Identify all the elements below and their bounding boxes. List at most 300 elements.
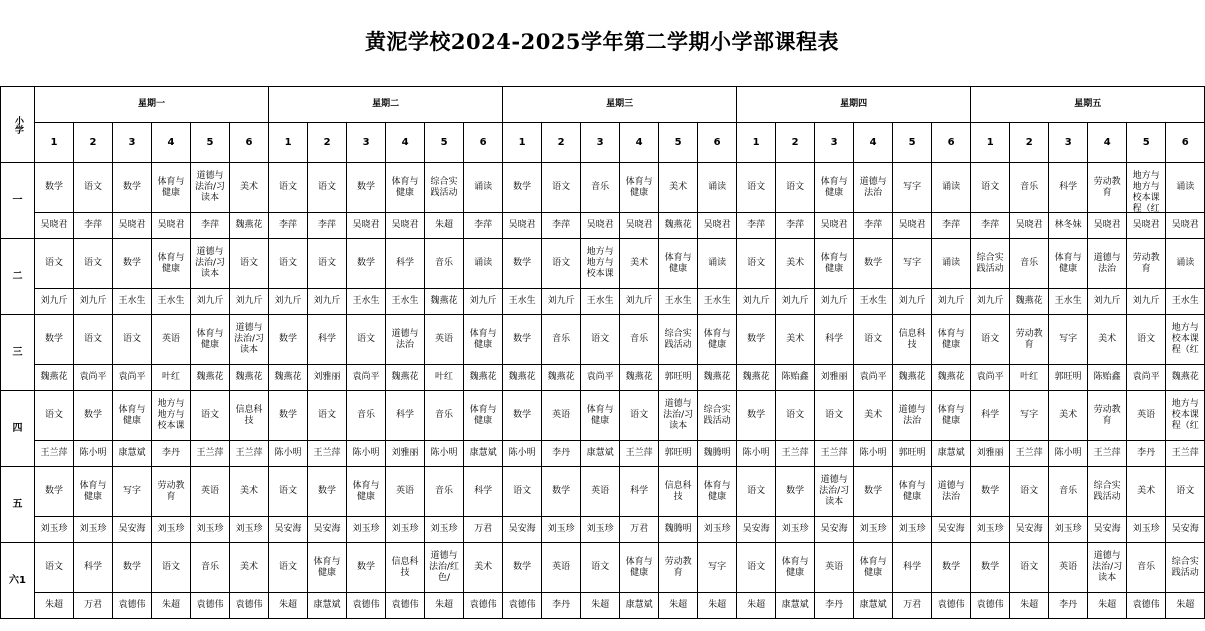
grade-label-text: 一: [12, 195, 23, 206]
teacher-cell-text: 刘九斤: [976, 296, 1004, 306]
teacher-cell-text: 刘玉珍: [703, 524, 731, 534]
subject-cell: [35, 543, 74, 593]
teacher-cell: [1127, 289, 1166, 315]
teacher-cell-text: 袁尚平: [1132, 372, 1160, 382]
subject-cell-text: 美术: [864, 410, 883, 420]
period-number: [74, 123, 113, 163]
teacher-cell: [464, 441, 503, 467]
teacher-cell: [35, 517, 74, 543]
subject-cell: [620, 239, 659, 289]
subject-cell: [1166, 467, 1205, 517]
subject-cell: [152, 239, 191, 289]
grade-label: [1, 543, 35, 619]
subject-cell: [581, 239, 620, 289]
teacher-cell: [386, 517, 425, 543]
subject-cell: [1127, 543, 1166, 593]
teacher-cell: [269, 213, 308, 239]
teacher-cell: [1166, 289, 1205, 315]
period-number-text: 4: [869, 137, 877, 148]
subject-cell: [269, 163, 308, 213]
teacher-cell-text: 朱超: [435, 600, 454, 610]
subject-cell: [464, 543, 503, 593]
subject-cell-text: 综合实践活动: [1171, 556, 1199, 578]
subject-row: [1, 467, 1205, 517]
teacher-cell: [620, 289, 659, 315]
teacher-cell: [1088, 213, 1127, 239]
teacher-cell-text: 郭旺明: [1054, 372, 1082, 382]
subject-cell-text: 语文: [318, 410, 337, 420]
subject-cell-text: 写字: [122, 486, 141, 496]
subject-cell: [737, 467, 776, 517]
teacher-cell: [698, 441, 737, 467]
subject-cell-text: 科学: [318, 334, 337, 344]
subject-cell-text: 科学: [981, 410, 1000, 420]
teacher-row: [1, 213, 1205, 239]
teacher-cell-text: 刘九斤: [313, 296, 341, 306]
subject-cell: [269, 315, 308, 365]
subject-cell: [347, 391, 386, 441]
subject-cell: [113, 543, 152, 593]
subject-cell: [815, 163, 854, 213]
day-header-text: 星期二: [372, 99, 400, 109]
teacher-cell-text: 王水生: [586, 296, 614, 306]
period-number-text: 5: [206, 137, 214, 148]
teacher-cell: [503, 289, 542, 315]
subject-cell-text: 写字: [903, 182, 922, 192]
period-number-text: 3: [128, 137, 136, 148]
teacher-cell: [503, 593, 542, 619]
subject-cell-text: 数学: [279, 410, 298, 420]
subject-cell-text: 科学: [630, 486, 649, 496]
subject-cell-text: 数学: [83, 410, 102, 420]
subject-cell-text: 语文: [44, 410, 63, 420]
subject-cell: [74, 239, 113, 289]
subject-cell-text: 体育与健康: [469, 328, 497, 350]
teacher-cell-text: 陈小明: [1054, 448, 1082, 458]
subject-cell-text: 美术: [786, 334, 805, 344]
period-number-text: 4: [401, 137, 409, 148]
teacher-cell: [113, 365, 152, 391]
subject-cell: [230, 543, 269, 593]
subject-cell-text: 信息科技: [664, 480, 692, 502]
teacher-cell-text: 陈小明: [742, 448, 770, 458]
teacher-cell-text: 叶红: [1020, 372, 1039, 382]
teacher-cell: [35, 441, 74, 467]
teacher-cell-text: 吴安海: [937, 524, 965, 534]
subject-cell-text: 英语: [1137, 410, 1156, 420]
subject-cell: [308, 391, 347, 441]
subject-cell-text: 英语: [825, 562, 844, 572]
schedule-table: [0, 86, 1205, 619]
subject-cell: [152, 163, 191, 213]
teacher-cell-text: 刘玉珍: [547, 524, 575, 534]
teacher-cell-text: 康慧斌: [781, 600, 809, 610]
period-number: [386, 123, 425, 163]
teacher-cell-text: 康慧斌: [469, 448, 497, 458]
subject-cell: [1127, 239, 1166, 289]
teacher-cell: [1049, 517, 1088, 543]
teacher-cell-text: 李丹: [1137, 448, 1156, 458]
subject-cell-text: 音乐: [630, 334, 649, 344]
teacher-cell: [35, 593, 74, 619]
subject-cell: [698, 543, 737, 593]
teacher-cell-text: 康慧斌: [118, 448, 146, 458]
subject-cell: [347, 315, 386, 365]
subject-cell: [113, 467, 152, 517]
subject-cell: [698, 163, 737, 213]
subject-cell-text: 道德与法治/习读本: [234, 323, 265, 355]
subject-cell-text: 英语: [552, 562, 571, 572]
subject-cell-text: 道德与法治: [898, 404, 926, 426]
grade-label-text: 二: [12, 271, 23, 282]
teacher-cell: [893, 365, 932, 391]
teacher-cell: [971, 365, 1010, 391]
subject-cell: [737, 391, 776, 441]
period-number-text: 6: [479, 137, 487, 148]
subject-cell-text: 科学: [396, 410, 415, 420]
corner-label: [1, 87, 35, 163]
teacher-cell: [1010, 365, 1049, 391]
teacher-cell-text: 袁德伟: [976, 600, 1004, 610]
teacher-cell: [854, 593, 893, 619]
subject-cell-text: 劳动教育: [1093, 404, 1121, 426]
teacher-cell: [776, 441, 815, 467]
teacher-cell-text: 魏燕花: [235, 372, 263, 382]
period-number-text: 2: [791, 137, 799, 148]
day-header-text: 星期五: [1074, 99, 1102, 109]
subject-cell: [425, 239, 464, 289]
subject-cell-text: 语文: [1020, 562, 1039, 572]
period-number-text: 6: [1181, 137, 1189, 148]
subject-cell: [542, 163, 581, 213]
teacher-cell: [269, 593, 308, 619]
subject-cell-text: 英语: [200, 486, 219, 496]
teacher-cell-text: 袁德伟: [235, 600, 263, 610]
teacher-cell: [1127, 441, 1166, 467]
subject-cell: [308, 239, 347, 289]
teacher-cell-text: 万君: [474, 524, 493, 534]
grade-label: [1, 315, 35, 391]
teacher-cell: [425, 517, 464, 543]
teacher-cell: [152, 365, 191, 391]
grade-label-text: 六1: [9, 575, 26, 586]
teacher-cell-text: 吴晓君: [1171, 220, 1199, 230]
period-number: [659, 123, 698, 163]
subject-cell-text: 写字: [903, 258, 922, 268]
subject-cell-text: 数学: [513, 182, 532, 192]
teacher-cell-text: 吴安海: [1093, 524, 1121, 534]
subject-cell-text: 体育与健康: [391, 176, 419, 198]
subject-cell-text: 语文: [318, 182, 337, 192]
teacher-cell: [425, 289, 464, 315]
subject-cell-text: 数学: [864, 258, 883, 268]
teacher-cell-text: 朱超: [1098, 600, 1117, 610]
subject-cell-text: 数学: [747, 334, 766, 344]
teacher-cell: [74, 365, 113, 391]
teacher-cell-text: 王兰萍: [196, 448, 224, 458]
teacher-cell-text: 刘玉珍: [430, 524, 458, 534]
teacher-cell-text: 李萍: [864, 220, 883, 230]
subject-cell: [1166, 239, 1205, 289]
teacher-cell: [191, 365, 230, 391]
teacher-cell: [971, 289, 1010, 315]
subject-cell: [386, 239, 425, 289]
teacher-cell: [1010, 593, 1049, 619]
teacher-cell: [1127, 365, 1166, 391]
teacher-cell: [425, 593, 464, 619]
subject-cell-text: 语文: [513, 486, 532, 496]
subject-cell-text: 体育与健康: [820, 252, 848, 274]
teacher-cell-text: 袁尚平: [976, 372, 1004, 382]
period-number: [737, 123, 776, 163]
subject-cell-text: 语文: [83, 334, 102, 344]
subject-cell-text: 美术: [669, 182, 688, 192]
subject-cell: [386, 467, 425, 517]
teacher-cell: [347, 593, 386, 619]
subject-cell-text: 英语: [435, 334, 454, 344]
teacher-cell: [893, 289, 932, 315]
subject-cell-text: 道德与法治/习读本: [194, 247, 226, 279]
subject-cell-text: 体育与健康: [898, 480, 926, 502]
subject-cell: [74, 315, 113, 365]
subject-row: [1, 391, 1205, 441]
subject-cell-text: 科学: [474, 486, 493, 496]
teacher-cell-text: 袁德伟: [391, 600, 419, 610]
subject-cell-text: 劳动教育: [1093, 176, 1121, 198]
subject-cell: [269, 239, 308, 289]
subject-cell: [308, 163, 347, 213]
subject-row: [1, 543, 1205, 593]
period-number-text: 1: [752, 137, 760, 148]
day-header: [269, 87, 503, 123]
teacher-cell-text: 魏燕花: [430, 296, 458, 306]
teacher-row: [1, 593, 1205, 619]
teacher-cell-text: 袁德伟: [196, 600, 224, 610]
teacher-cell: [1166, 365, 1205, 391]
teacher-cell: [74, 517, 113, 543]
subject-cell-text: 写字: [1020, 410, 1039, 420]
subject-cell: [620, 467, 659, 517]
subject-cell-text: 语文: [318, 258, 337, 268]
teacher-cell: [698, 289, 737, 315]
teacher-cell-text: 刘雅丽: [820, 372, 848, 382]
period-number: [776, 123, 815, 163]
subject-cell: [659, 163, 698, 213]
subject-cell: [893, 467, 932, 517]
teacher-cell: [581, 289, 620, 315]
teacher-cell: [698, 517, 737, 543]
teacher-cell: [1010, 289, 1049, 315]
teacher-cell-text: 吴晓君: [625, 220, 653, 230]
subject-cell-text: 体育与健康: [157, 176, 185, 198]
period-number-text: 3: [1064, 137, 1072, 148]
teacher-cell-text: 魏燕花: [742, 372, 770, 382]
subject-cell-text: 体育与健康: [664, 252, 692, 274]
teacher-cell-text: 刘九斤: [469, 296, 497, 306]
subject-cell: [620, 543, 659, 593]
teacher-cell-text: 郭旺明: [898, 448, 926, 458]
teacher-cell: [308, 441, 347, 467]
teacher-cell-text: 康慧斌: [586, 448, 614, 458]
teacher-cell: [308, 365, 347, 391]
subject-cell-text: 综合实践活动: [976, 252, 1004, 274]
period-number: [620, 123, 659, 163]
subject-cell: [893, 239, 932, 289]
subject-cell: [698, 239, 737, 289]
subject-cell-text: 数学: [981, 486, 1000, 496]
subject-cell: [191, 543, 230, 593]
subject-cell-text: 体育与健康: [937, 328, 965, 350]
teacher-cell-text: 刘玉珍: [40, 524, 68, 534]
teacher-cell-text: 刘玉珍: [235, 524, 263, 534]
subject-cell: [1127, 391, 1166, 441]
teacher-cell-text: 王水生: [118, 296, 146, 306]
subject-cell: [1166, 163, 1205, 213]
teacher-cell-text: 朱超: [1020, 600, 1039, 610]
teacher-cell: [854, 289, 893, 315]
teacher-cell: [542, 365, 581, 391]
subject-cell: [815, 543, 854, 593]
teacher-cell-text: 万君: [83, 600, 102, 610]
teacher-cell-text: 王兰萍: [781, 448, 809, 458]
teacher-cell-text: 魏燕花: [508, 372, 536, 382]
teacher-cell: [620, 593, 659, 619]
period-number-text: 5: [674, 137, 682, 148]
teacher-cell-text: 朱超: [747, 600, 766, 610]
subject-cell: [1088, 315, 1127, 365]
teacher-cell-text: 吴晓君: [820, 220, 848, 230]
subject-cell: [191, 239, 230, 289]
teacher-cell: [230, 289, 269, 315]
teacher-cell-text: 吴晓君: [157, 220, 185, 230]
subject-cell: [425, 467, 464, 517]
subject-cell-text: 体育与健康: [313, 556, 341, 578]
subject-cell-text: 地方与地方与校本课: [586, 247, 614, 279]
subject-cell-text: 体育与健康: [859, 556, 887, 578]
subject-cell: [308, 315, 347, 365]
teacher-cell-text: 吴安海: [274, 524, 302, 534]
teacher-cell: [815, 213, 854, 239]
teacher-cell-text: 万君: [903, 600, 922, 610]
teacher-cell-text: 李萍: [279, 220, 298, 230]
subject-cell: [152, 467, 191, 517]
subject-cell-text: 道德与法治/习读本: [1092, 551, 1123, 583]
teacher-cell-text: 魏燕花: [547, 372, 575, 382]
subject-cell-text: 语文: [279, 562, 298, 572]
teacher-cell-text: 魏燕花: [625, 372, 653, 382]
period-number-text: 2: [1025, 137, 1033, 148]
subject-cell: [191, 391, 230, 441]
subject-cell: [932, 163, 971, 213]
teacher-cell-text: 刘玉珍: [157, 524, 185, 534]
subject-cell-text: 综合实践活动: [703, 404, 731, 426]
period-number: [191, 123, 230, 163]
subject-cell-text: 音乐: [435, 258, 454, 268]
subject-cell: [425, 163, 464, 213]
teacher-cell-text: 王水生: [391, 296, 419, 306]
teacher-cell-text: 陈贻鑫: [1093, 372, 1121, 382]
teacher-cell: [932, 593, 971, 619]
teacher-cell: [620, 441, 659, 467]
teacher-cell: [308, 517, 347, 543]
teacher-cell: [386, 365, 425, 391]
subject-cell: [659, 543, 698, 593]
subject-cell: [503, 467, 542, 517]
teacher-cell: [1049, 593, 1088, 619]
teacher-cell: [386, 289, 425, 315]
teacher-cell-text: 魏燕花: [898, 372, 926, 382]
subject-cell-text: 科学: [1059, 182, 1078, 192]
teacher-cell: [425, 365, 464, 391]
subject-cell: [308, 467, 347, 517]
subject-cell: [1010, 239, 1049, 289]
subject-cell-text: 体育与健康: [157, 252, 185, 274]
teacher-cell: [542, 289, 581, 315]
subject-cell: [230, 391, 269, 441]
subject-cell-text: 诵读: [708, 258, 727, 268]
subject-cell: [971, 391, 1010, 441]
teacher-cell: [971, 593, 1010, 619]
teacher-cell-text: 袁德伟: [1132, 600, 1160, 610]
subject-cell-text: 体育与健康: [1054, 252, 1082, 274]
teacher-cell: [971, 441, 1010, 467]
teacher-cell-text: 袁德伟: [352, 600, 380, 610]
subject-cell: [659, 315, 698, 365]
teacher-cell-text: 朱超: [44, 600, 63, 610]
subject-cell-text: 诵读: [474, 258, 493, 268]
teacher-cell: [698, 593, 737, 619]
teacher-cell: [776, 593, 815, 619]
period-number: [113, 123, 152, 163]
teacher-cell: [620, 517, 659, 543]
teacher-cell-text: 刘九斤: [79, 296, 107, 306]
subject-cell: [1088, 543, 1127, 593]
teacher-cell-text: 吴晓君: [1015, 220, 1043, 230]
subject-cell: [1088, 163, 1127, 213]
teacher-cell-text: 刘九斤: [40, 296, 68, 306]
teacher-cell-text: 康慧斌: [625, 600, 653, 610]
subject-cell: [464, 163, 503, 213]
teacher-cell: [971, 517, 1010, 543]
subject-cell: [113, 391, 152, 441]
subject-cell: [152, 391, 191, 441]
subject-cell-text: 音乐: [435, 486, 454, 496]
subject-cell-text: 语文: [1137, 334, 1156, 344]
teacher-cell: [581, 517, 620, 543]
teacher-cell: [269, 289, 308, 315]
corner-label-text: 小学: [13, 115, 23, 134]
teacher-cell: [152, 289, 191, 315]
teacher-cell-text: 朱超: [669, 600, 688, 610]
period-number: [815, 123, 854, 163]
subject-cell: [35, 391, 74, 441]
subject-cell: [893, 315, 932, 365]
teacher-cell: [1127, 517, 1166, 543]
teacher-cell: [308, 593, 347, 619]
subject-cell-text: 语文: [630, 410, 649, 420]
teacher-cell: [1049, 365, 1088, 391]
subject-cell-text: 语文: [161, 562, 180, 572]
teacher-cell-text: 王兰萍: [625, 448, 653, 458]
period-number: [542, 123, 581, 163]
subject-cell-text: 信息科技: [898, 328, 926, 350]
teacher-cell-text: 吴晓君: [118, 220, 146, 230]
subject-cell-text: 科学: [83, 562, 102, 572]
period-number: [464, 123, 503, 163]
subject-cell-text: 道德与法治/红色/: [429, 551, 460, 583]
subject-cell: [386, 315, 425, 365]
teacher-cell-text: 刘雅丽: [976, 448, 1004, 458]
